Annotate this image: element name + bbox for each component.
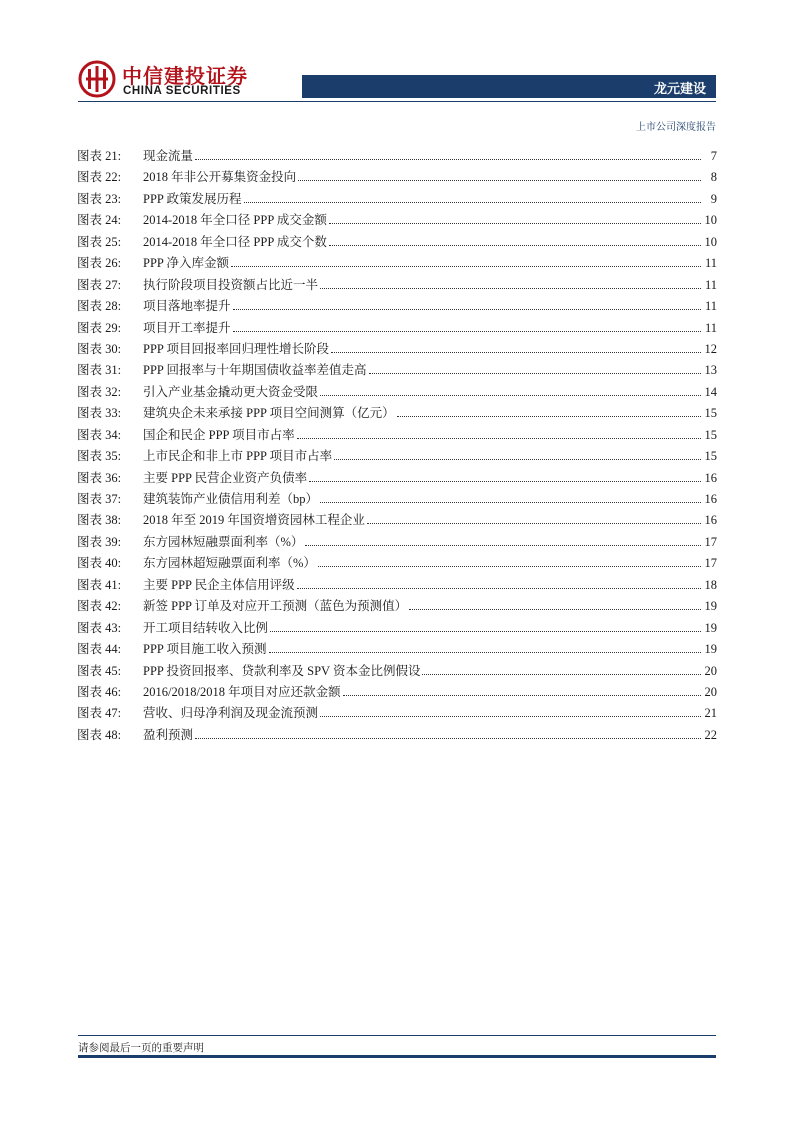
toc-entry-page: 18 bbox=[704, 577, 717, 592]
toc-entry-label: 图表 46: bbox=[77, 684, 122, 699]
toc-entry-title: 新签 PPP 订单及对应开工预测（蓝色为预测值） bbox=[143, 599, 408, 614]
toc-entry-title: 2018 年非公开募集资金投向 bbox=[143, 170, 297, 185]
toc-entry[interactable] bbox=[77, 725, 717, 746]
toc-entry-page: 10 bbox=[704, 234, 717, 249]
toc-entry-label: 图表 41: bbox=[77, 577, 122, 592]
toc-entry-title: 盈利预测 bbox=[143, 727, 194, 742]
toc-entry-label: 图表 32: bbox=[77, 384, 122, 399]
toc-entry[interactable] bbox=[77, 167, 717, 188]
toc-entry-page: 16 bbox=[704, 470, 717, 485]
toc-entry[interactable] bbox=[77, 639, 717, 660]
toc-entry[interactable] bbox=[77, 275, 717, 296]
toc-entry-label: 图表 28: bbox=[77, 299, 122, 314]
toc-entry[interactable] bbox=[77, 360, 717, 381]
toc-entry[interactable] bbox=[77, 575, 717, 596]
footer-bar bbox=[78, 1055, 716, 1058]
toc-leader-dots bbox=[397, 416, 701, 417]
toc-entry-label: 图表 24: bbox=[77, 213, 122, 228]
toc-leader-dots bbox=[269, 652, 701, 653]
toc-entry-title: 执行阶段项目投资额占比近一半 bbox=[143, 277, 319, 292]
toc-entry-page: 8 bbox=[710, 170, 717, 185]
toc-entry-page: 15 bbox=[704, 449, 717, 464]
toc-entry-page: 19 bbox=[704, 620, 717, 635]
toc-entry-label: 图表 22: bbox=[77, 170, 122, 185]
toc-entry-page: 13 bbox=[704, 363, 717, 378]
toc-entry-title: 东方园林超短融票面利率（%） bbox=[143, 556, 316, 571]
toc-entry[interactable] bbox=[77, 618, 717, 639]
toc-entry-page: 11 bbox=[704, 320, 717, 335]
toc-entry[interactable] bbox=[77, 382, 717, 403]
toc-entry-title: PPP 回报率与十年期国债收益率差值走高 bbox=[143, 363, 367, 378]
toc-entry[interactable] bbox=[77, 446, 717, 467]
toc-entry[interactable] bbox=[77, 425, 717, 446]
toc-entry-title: 现金流量 bbox=[143, 149, 194, 163]
toc-entry-page: 21 bbox=[704, 706, 717, 721]
toc-entry-label: 图表 27: bbox=[77, 277, 122, 292]
toc-entry-label: 图表 35: bbox=[77, 449, 122, 464]
toc-entry[interactable] bbox=[77, 510, 717, 531]
toc-leader-dots bbox=[369, 373, 701, 374]
toc-entry-page: 11 bbox=[704, 299, 717, 314]
toc-leader-dots bbox=[270, 631, 701, 632]
footer-disclaimer: 请参阅最后一页的重要声明 bbox=[78, 1042, 204, 1054]
toc-leader-dots bbox=[244, 202, 701, 203]
toc-leader-dots bbox=[409, 609, 701, 610]
toc-entry-page: 20 bbox=[704, 684, 717, 699]
toc-entry-label: 图表 40: bbox=[77, 556, 122, 571]
toc-leader-dots bbox=[298, 180, 701, 181]
toc-entry-title: PPP 项目回报率回归理性增长阶段 bbox=[143, 341, 330, 356]
toc-entry[interactable] bbox=[77, 189, 717, 210]
china-securities-logo-icon bbox=[78, 60, 116, 98]
toc-entry-title: 引入产业基金撬动更大资金受限 bbox=[143, 384, 319, 399]
toc-entry[interactable] bbox=[77, 403, 717, 424]
toc-entry-label: 图表 26: bbox=[77, 256, 122, 271]
toc-entry-page: 22 bbox=[704, 727, 717, 742]
toc-leader-dots bbox=[297, 438, 701, 439]
toc-leader-dots bbox=[343, 695, 701, 696]
toc-entry[interactable] bbox=[77, 232, 717, 253]
toc-entry[interactable] bbox=[77, 682, 717, 703]
toc-entry-title: 2014-2018 年全口径 PPP 成交个数 bbox=[143, 234, 327, 249]
toc-entry-page: 12 bbox=[704, 341, 717, 356]
toc-entry-title: PPP 政策发展历程 bbox=[143, 191, 242, 206]
toc-entry-page: 17 bbox=[704, 556, 717, 571]
toc-entry-label: 图表 47: bbox=[77, 706, 122, 721]
toc-entry-title: PPP 投资回报率、贷款利率及 SPV 资本金比例假设 bbox=[143, 663, 421, 678]
figure-index bbox=[77, 146, 717, 746]
toc-entry-label: 图表 37: bbox=[77, 492, 122, 506]
company-name: 龙元建设 bbox=[653, 82, 706, 97]
toc-leader-dots bbox=[320, 502, 701, 503]
toc-leader-dots bbox=[329, 223, 701, 224]
toc-entry-title: PPP 净入库金额 bbox=[143, 256, 230, 271]
toc-entry-label: 图表 23: bbox=[77, 191, 122, 206]
toc-leader-dots bbox=[320, 395, 701, 396]
toc-entry-label: 图表 29: bbox=[77, 320, 122, 335]
toc-entry-title: 项目开工率提升 bbox=[143, 320, 231, 335]
toc-leader-dots bbox=[233, 309, 701, 310]
toc-entry-title: 主要 PPP 民营企业资产负债率 bbox=[143, 470, 308, 485]
toc-entry-label: 图表 38: bbox=[77, 513, 122, 528]
toc-entry[interactable] bbox=[77, 489, 717, 510]
toc-entry-label: 图表 48: bbox=[77, 727, 122, 742]
toc-entry-title: 国企和民企 PPP 项目市占率 bbox=[143, 427, 295, 442]
toc-entry-title: 2018 年至 2019 年国资增资园林工程企业 bbox=[143, 513, 365, 528]
toc-leader-dots bbox=[329, 245, 701, 246]
header-bar bbox=[302, 75, 716, 98]
toc-leader-dots bbox=[233, 331, 701, 332]
toc-entry-title: 主要 PPP 民企主体信用评级 bbox=[143, 577, 295, 592]
toc-leader-dots bbox=[297, 588, 701, 589]
toc-entry[interactable] bbox=[77, 339, 717, 360]
toc-entry[interactable] bbox=[77, 210, 717, 231]
toc-entry-title: 项目落地率提升 bbox=[143, 299, 231, 314]
brand-logo bbox=[78, 60, 258, 102]
toc-entry-page: 16 bbox=[704, 513, 717, 528]
toc-entry-label: 图表 25: bbox=[77, 234, 122, 249]
toc-entry-label: 图表 36: bbox=[77, 470, 122, 485]
toc-leader-dots bbox=[231, 266, 701, 267]
toc-entry[interactable] bbox=[77, 146, 717, 167]
toc-leader-dots bbox=[334, 459, 701, 460]
toc-leader-dots bbox=[195, 738, 701, 739]
toc-leader-dots bbox=[305, 545, 701, 546]
toc-entry-label: 图表 42: bbox=[77, 599, 122, 614]
footer-divider bbox=[78, 1035, 716, 1036]
logo-english-name: CHINA SECURITIES bbox=[123, 85, 241, 97]
toc-entry-page: 16 bbox=[704, 492, 717, 506]
toc-entry-label: 图表 33: bbox=[77, 406, 122, 421]
toc-entry-page: 11 bbox=[704, 256, 717, 271]
toc-entry[interactable] bbox=[77, 553, 717, 574]
toc-entry[interactable] bbox=[77, 596, 717, 617]
toc-entry-page: 11 bbox=[704, 277, 717, 292]
toc-entry-page: 19 bbox=[704, 599, 717, 614]
toc-leader-dots bbox=[331, 352, 701, 353]
toc-entry-title: 上市民企和非上市 PPP 项目市占率 bbox=[143, 449, 333, 464]
toc-entry-page: 15 bbox=[704, 427, 717, 442]
toc-entry-label: 图表 34: bbox=[77, 427, 122, 442]
report-type: 上市公司深度报告 bbox=[636, 122, 716, 133]
toc-leader-dots bbox=[195, 159, 701, 160]
toc-entry-page: 20 bbox=[704, 663, 717, 678]
toc-entry-page: 10 bbox=[704, 213, 717, 228]
toc-entry-page: 15 bbox=[704, 406, 717, 421]
toc-entry-label: 图表 31: bbox=[77, 363, 122, 378]
toc-entry[interactable] bbox=[77, 532, 717, 553]
toc-entry[interactable] bbox=[77, 253, 717, 274]
toc-leader-dots bbox=[320, 716, 701, 717]
toc-entry-page: 7 bbox=[710, 149, 717, 163]
toc-entry[interactable] bbox=[77, 661, 717, 682]
toc-leader-dots bbox=[367, 523, 701, 524]
toc-entry[interactable] bbox=[77, 703, 717, 724]
toc-leader-dots bbox=[320, 288, 701, 289]
toc-leader-dots bbox=[318, 566, 701, 567]
toc-leader-dots bbox=[422, 674, 701, 675]
toc-entry[interactable] bbox=[77, 318, 717, 339]
toc-entry-label: 图表 21: bbox=[77, 149, 122, 163]
header-divider bbox=[78, 101, 716, 102]
toc-entry[interactable] bbox=[77, 468, 717, 489]
toc-entry-page: 9 bbox=[710, 191, 717, 206]
toc-entry-page: 17 bbox=[704, 534, 717, 549]
toc-entry-label: 图表 39: bbox=[77, 534, 122, 549]
toc-entry-label: 图表 44: bbox=[77, 642, 122, 657]
toc-entry[interactable] bbox=[77, 296, 717, 317]
logo-chinese-name: 中信建投证券 bbox=[122, 64, 248, 88]
toc-entry-title: 建筑装饰产业债信用利差（bp） bbox=[143, 492, 319, 506]
toc-entry-label: 图表 43: bbox=[77, 620, 122, 635]
toc-entry-page: 14 bbox=[704, 384, 717, 399]
toc-entry-label: 图表 30: bbox=[77, 341, 122, 356]
toc-leader-dots bbox=[309, 481, 701, 482]
toc-entry-title: 营收、归母净利润及现金流预测 bbox=[143, 706, 319, 721]
toc-entry-title: 2014-2018 年全口径 PPP 成交金额 bbox=[143, 213, 327, 228]
toc-entry-title: 开工项目结转收入比例 bbox=[143, 620, 269, 635]
toc-entry-title: 2016/2018/2018 年项目对应还款金额 bbox=[143, 684, 341, 699]
toc-entry-title: 东方园林短融票面利率（%） bbox=[143, 534, 304, 549]
toc-entry-page: 19 bbox=[704, 642, 717, 657]
toc-entry-label: 图表 45: bbox=[77, 663, 122, 678]
toc-entry-title: PPP 项目施工收入预测 bbox=[143, 642, 267, 657]
toc-entry-title: 建筑央企未来承接 PPP 项目空间测算（亿元） bbox=[143, 406, 395, 421]
